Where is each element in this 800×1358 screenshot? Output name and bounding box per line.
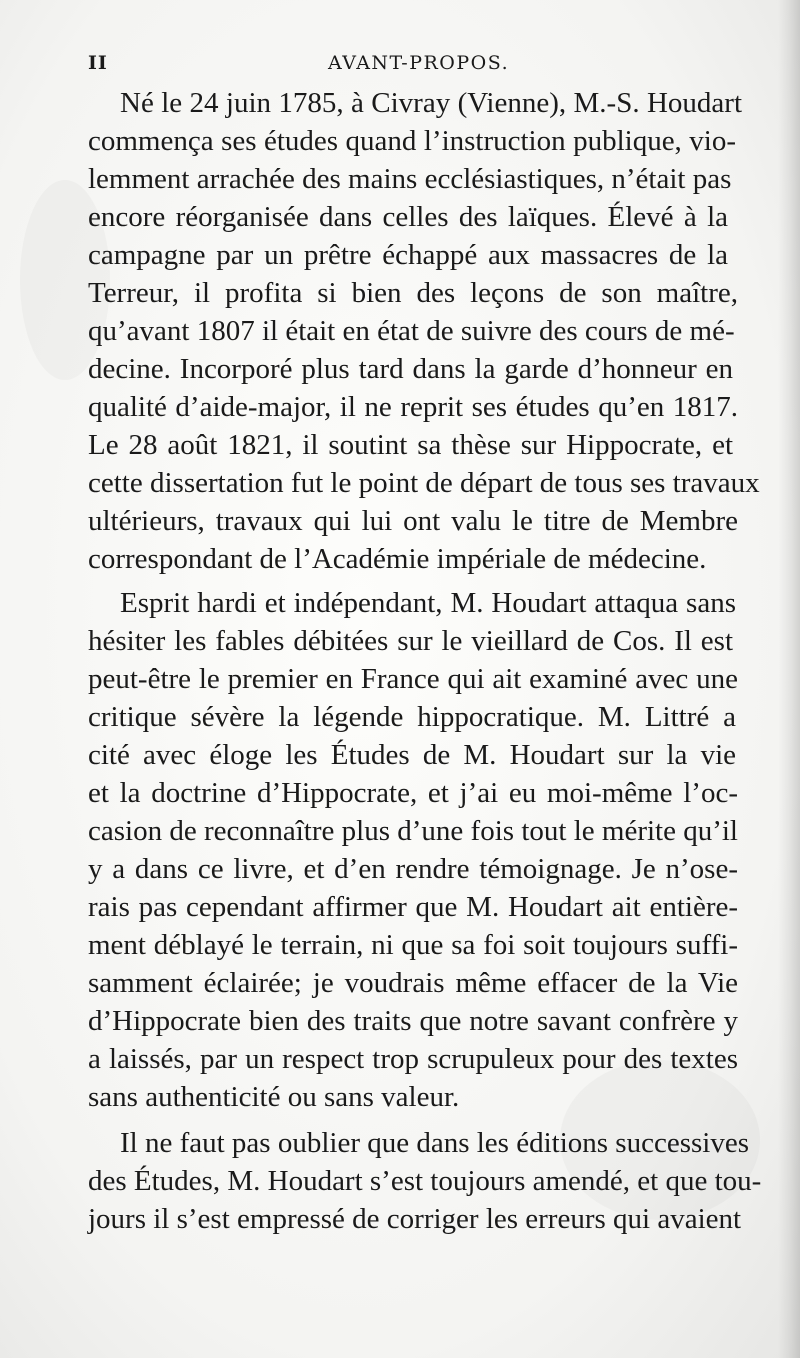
text-line: cité avec éloge les Études de M. Houdart sur la vie <box>88 739 736 771</box>
text-line: y a dans ce livre, et d’en rendre témoignage. Je n’ose- <box>88 853 738 885</box>
text-line: Terreur, il profita si bien des leçons de son maître, <box>88 277 738 309</box>
text-line: campagne par un prêtre échappé aux massacres de la <box>88 239 728 271</box>
text-line: cette dissertation fut le point de départ de tous ses travaux <box>88 467 760 499</box>
text-line: decine. Incorporé plus tard dans la garde d’honneur en <box>88 353 733 385</box>
running-head: AVANT-PROPOS. <box>328 52 510 74</box>
text-line: samment éclairée; je voudrais même effacer de la Vie <box>88 967 738 999</box>
text-line: ultérieurs, travaux qui lui ont valu le titre de Membre <box>88 505 738 537</box>
text-line: lemment arrachée des mains ecclésiastiques, n’était pas <box>88 163 732 195</box>
text-line: hésiter les fables débitées sur le vieillard de Cos. Il est <box>88 625 733 657</box>
page-header <box>88 52 748 78</box>
page-number: II <box>88 52 108 74</box>
text-line: commença ses études quand l’instruction publique, vio- <box>88 125 736 157</box>
text-line: Né le 24 juin 1785, à Civray (Vienne), M.-S. Houdart <box>120 87 742 119</box>
text-line: qualité d’aide-major, il ne reprit ses études qu’en 1817. <box>88 391 738 423</box>
text-line: jours il s’est empressé de corriger les erreurs qui avaient <box>88 1203 742 1235</box>
text-line: sans authenticité ou sans valeur. <box>88 1081 460 1113</box>
text-line: a laissés, par un respect trop scrupuleux pour des textes <box>88 1043 738 1075</box>
text-line: qu’avant 1807 il était en état de suivre des cours de mé- <box>88 315 735 347</box>
text-line: peut-être le premier en France qui ait examiné avec une <box>88 663 738 695</box>
text-line: rais pas cependant affirmer que M. Houdart ait entière- <box>88 891 738 923</box>
text-line: des Études, M. Houdart s’est toujours amendé, et que tou- <box>88 1165 762 1197</box>
text-line: Le 28 août 1821, il soutint sa thèse sur Hippocrate, et <box>88 429 733 461</box>
text-line: casion de reconnaître plus d’une fois tout le mérite qu’il <box>88 815 738 847</box>
page-edge-shadow <box>778 0 800 1358</box>
text-line: encore réorganisée dans celles des laïques. Élevé à la <box>88 201 728 233</box>
text-line: critique sévère la légende hippocratique. M. Littré a <box>88 701 736 733</box>
text-line: Esprit hardi et indépendant, M. Houdart attaqua sans <box>120 587 736 619</box>
text-line: correspondant de l’Académie impériale de médecine. <box>88 543 707 575</box>
text-line: ment déblayé le terrain, ni que sa foi soit toujours suffi- <box>88 929 738 961</box>
text-line: d’Hippocrate bien des traits que notre savant confrère y <box>88 1005 738 1037</box>
text-line: et la doctrine d’Hippocrate, et j’ai eu moi-même l’oc- <box>88 777 738 809</box>
text-line: Il ne faut pas oublier que dans les éditions successives <box>120 1127 749 1159</box>
